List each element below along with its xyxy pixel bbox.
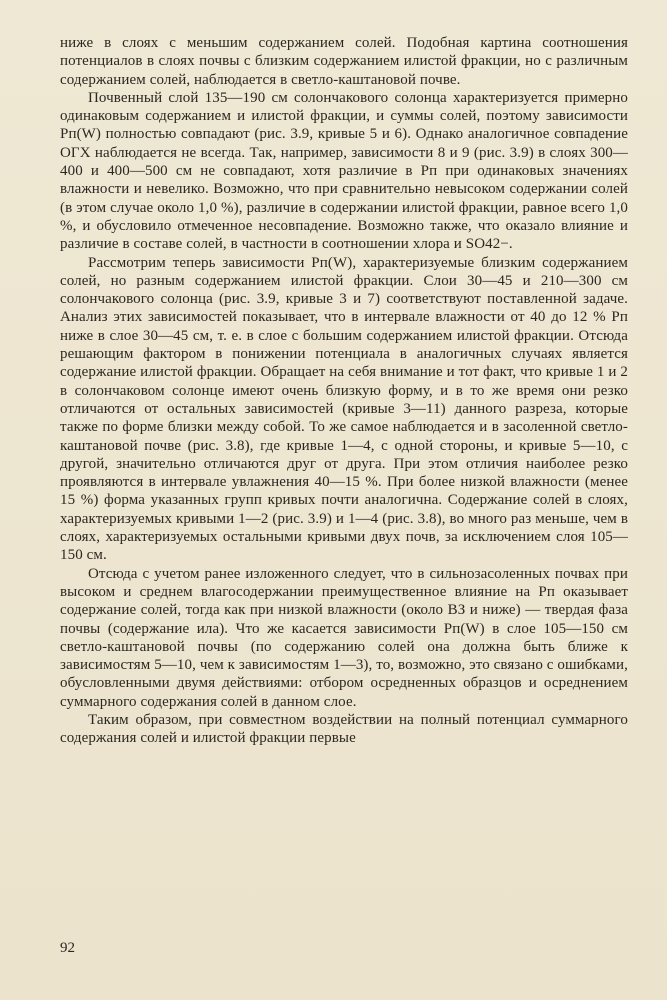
paragraph-continuation: ниже в слоях с меньшим содержанием солей. Подобная картина соотношения потенциалов в слоях почвы с близким содержанием илистой фракции, но с различным содержанием солей, наблюдается в светло-каштановой почве. <box>60 35 628 88</box>
paragraph-final: Таким образом, при совместном воздействии на полный потенциал суммарного содержания солей и илистой фракции первые <box>60 711 628 747</box>
paragraph-soil-layer-analysis: Почвенный слой 135—190 см солончакового солонца характеризуется примерно одинаковым содержанием и илистой фракции, и суммы солей, поэтому зависимости Pп(W) полностью совпадают (рис. 3.9, кривые 5 и 6). Однако аналогичное совпадение ОГХ наблюдается не всегда. Так, например, зависимости 8 и 9 (рис. 3.9) в слоях 300—400 и 400—500 см не совпадают, хотя различие в Pп при одинаковых значениях влажности и невелико. Возможно, что при сравнительно невысоком содержании солей (в этом случае около 1,0 %), различие в содержании илистой фракции, равное всего 1,0 %, и обусловило отмеченное несовпадение. Возможно также, что оказало влияние и различие в составе солей, в частности в соотношении хлора и SO42−. <box>60 89 628 253</box>
paragraph-conclusion: Отсюда с учетом ранее изложенного следует, что в сильнозасоленных почвах при высоком и среднем влагосодержании преимущественное влияние на Pп оказывает содержание солей, тогда как при низкой влажности (около ВЗ и ниже) — твердая фаза почвы (содержание ила). Что же касается зависимости Pп(W) в слое 105—150 см светло-каштановой почвы (по содержанию солей она должна быть ближе к зависимостям 5—10, чем к зависимостям 1—3), то, возможно, это связано с ошибками, обусловленными двумя действиями: отбором осредненных образцов и осреднением суммарного содержания солей в данном слое. <box>60 565 628 710</box>
body-text <box>60 34 628 748</box>
page-number: 92 <box>60 940 75 956</box>
paragraph-silt-fraction-comparison: Рассмотрим теперь зависимости Pп(W), характеризуемые близким содержанием солей, но разным содержанием илистой фракции. Слои 30—45 и 210—300 см солончакового солонца (рис. 3.9, кривые 3 и 7) соответствуют поставленной задаче. Анализ этих зависимостей показывает, что в интервале влажности от 40 до 12 % Pп ниже в слое 30—45 см, т. е. в слое с большим содержанием илистой фракции. Отсюда решающим фактором в понижении потенциала в аналогичных случаях является содержание илистой фракции. Обращает на себя внимание и тот факт, что кривые 1 и 2 в солончаковом солонце имеют очень близкую форму, и в то же время они резко отличаются от остальных зависимостей (кривые 3—11) данного разреза, которые также по форме близки между собой. То же самое наблюдается и в засоленной светло-каштановой почве (рис. 3.8), где кривые 1—4, с одной стороны, и кривые 5—10, с другой, значительно отличаются друг от друга. При этом отличия наиболее резко проявляются в интервале увлажнения 40—15 %. При более низкой влажности (менее 15 %) форма указанных групп кривых почти аналогична. Содержание солей в слоях, характеризуемых кривыми 1—2 (рис. 3.9) и 1—4 (рис. 3.8), во много раз меньше, чем в слоях, характеризуемых остальными кривыми двух почв, за исключением слоя 105—150 см. <box>60 254 628 564</box>
